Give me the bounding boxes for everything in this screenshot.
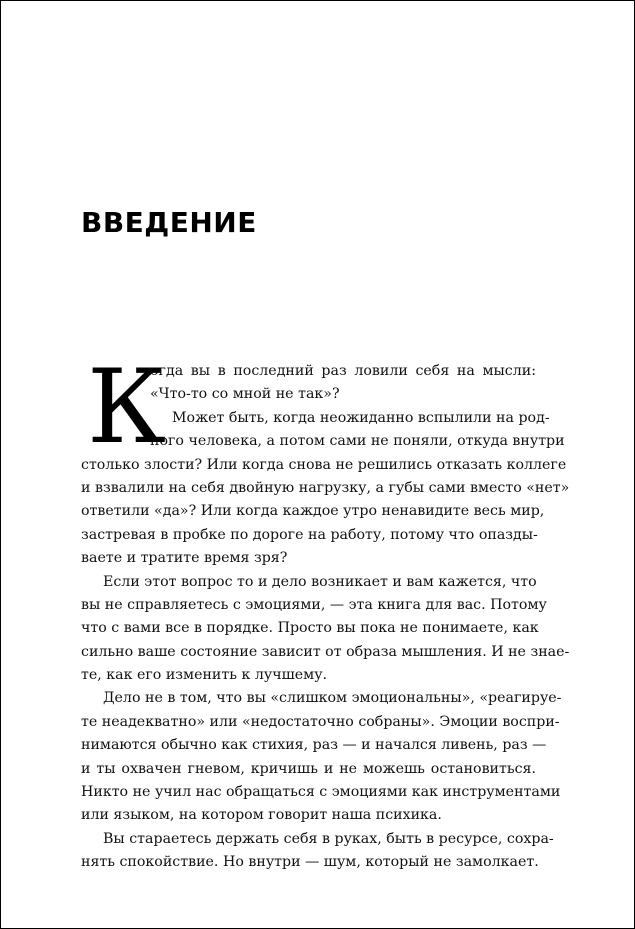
text-line: или языком, на котором говорит наша психика. (81, 807, 442, 824)
text-line: нять спокойствие. Но внутри — шум, который не замолкает. (81, 854, 539, 871)
text-line: вы не справляетесь с эмоциями, — эта книга для вас. Потому (81, 596, 547, 613)
text-line: Никто не учил нас обращаться с эмоциями как инструментами (81, 784, 561, 801)
text-line: Дело не в том, что вы «слишком эмоциональны», «реагируе- (103, 690, 562, 707)
text-line: ответили «да»? Или когда каждое утро ненавидите весь мир, (81, 503, 545, 520)
text-line: Вы стараетесь держать себя в руках, быть в ресурсе, сохра- (103, 830, 554, 847)
text-line: застревая в пробке по дороге на работу, потому что опазды- (81, 526, 538, 543)
text-line: ного человека, а потом сами не поняли, откуда внутри (150, 433, 565, 450)
text-line: и взвалили на себя двойную нагрузку, а губы сами вместо «нет» (81, 479, 570, 496)
text-line: что с вами все в порядке. Просто вы пока не понимаете, как (81, 620, 539, 637)
text-line: нимаются обычно как стихия, раз — и начался ливень, раз — (81, 737, 547, 754)
text-line: Может быть, когда неожиданно вспылили на род- (172, 409, 550, 426)
text-line: сильно ваше состояние зависит от образа мышления. И не знае- (81, 643, 570, 660)
text-line: Если этот вопрос то и дело возникает и вам кажется, что (103, 573, 537, 590)
text-line: столько злости? Или когда снова не решились отказать коллеге (81, 456, 567, 473)
text-line: ваете и тратите время зря? (81, 550, 288, 567)
text-line: те неадекватно» или «недостаточно собраны». Эмоции воспри- (81, 713, 560, 730)
drop-cap: К (87, 348, 166, 467)
chapter-title: ВВЕДЕНИЕ (81, 206, 257, 239)
text-line: те, как его изменить к лучшему. (81, 667, 328, 684)
text-line: «Что-то со мной не так»? (150, 386, 340, 403)
body-text (81, 348, 570, 875)
text-line: и ты охвачен гневом, кричишь и не можешь остановиться. (81, 760, 536, 777)
text-line: огда вы в последний раз ловили себя на мысли: (150, 363, 536, 379)
